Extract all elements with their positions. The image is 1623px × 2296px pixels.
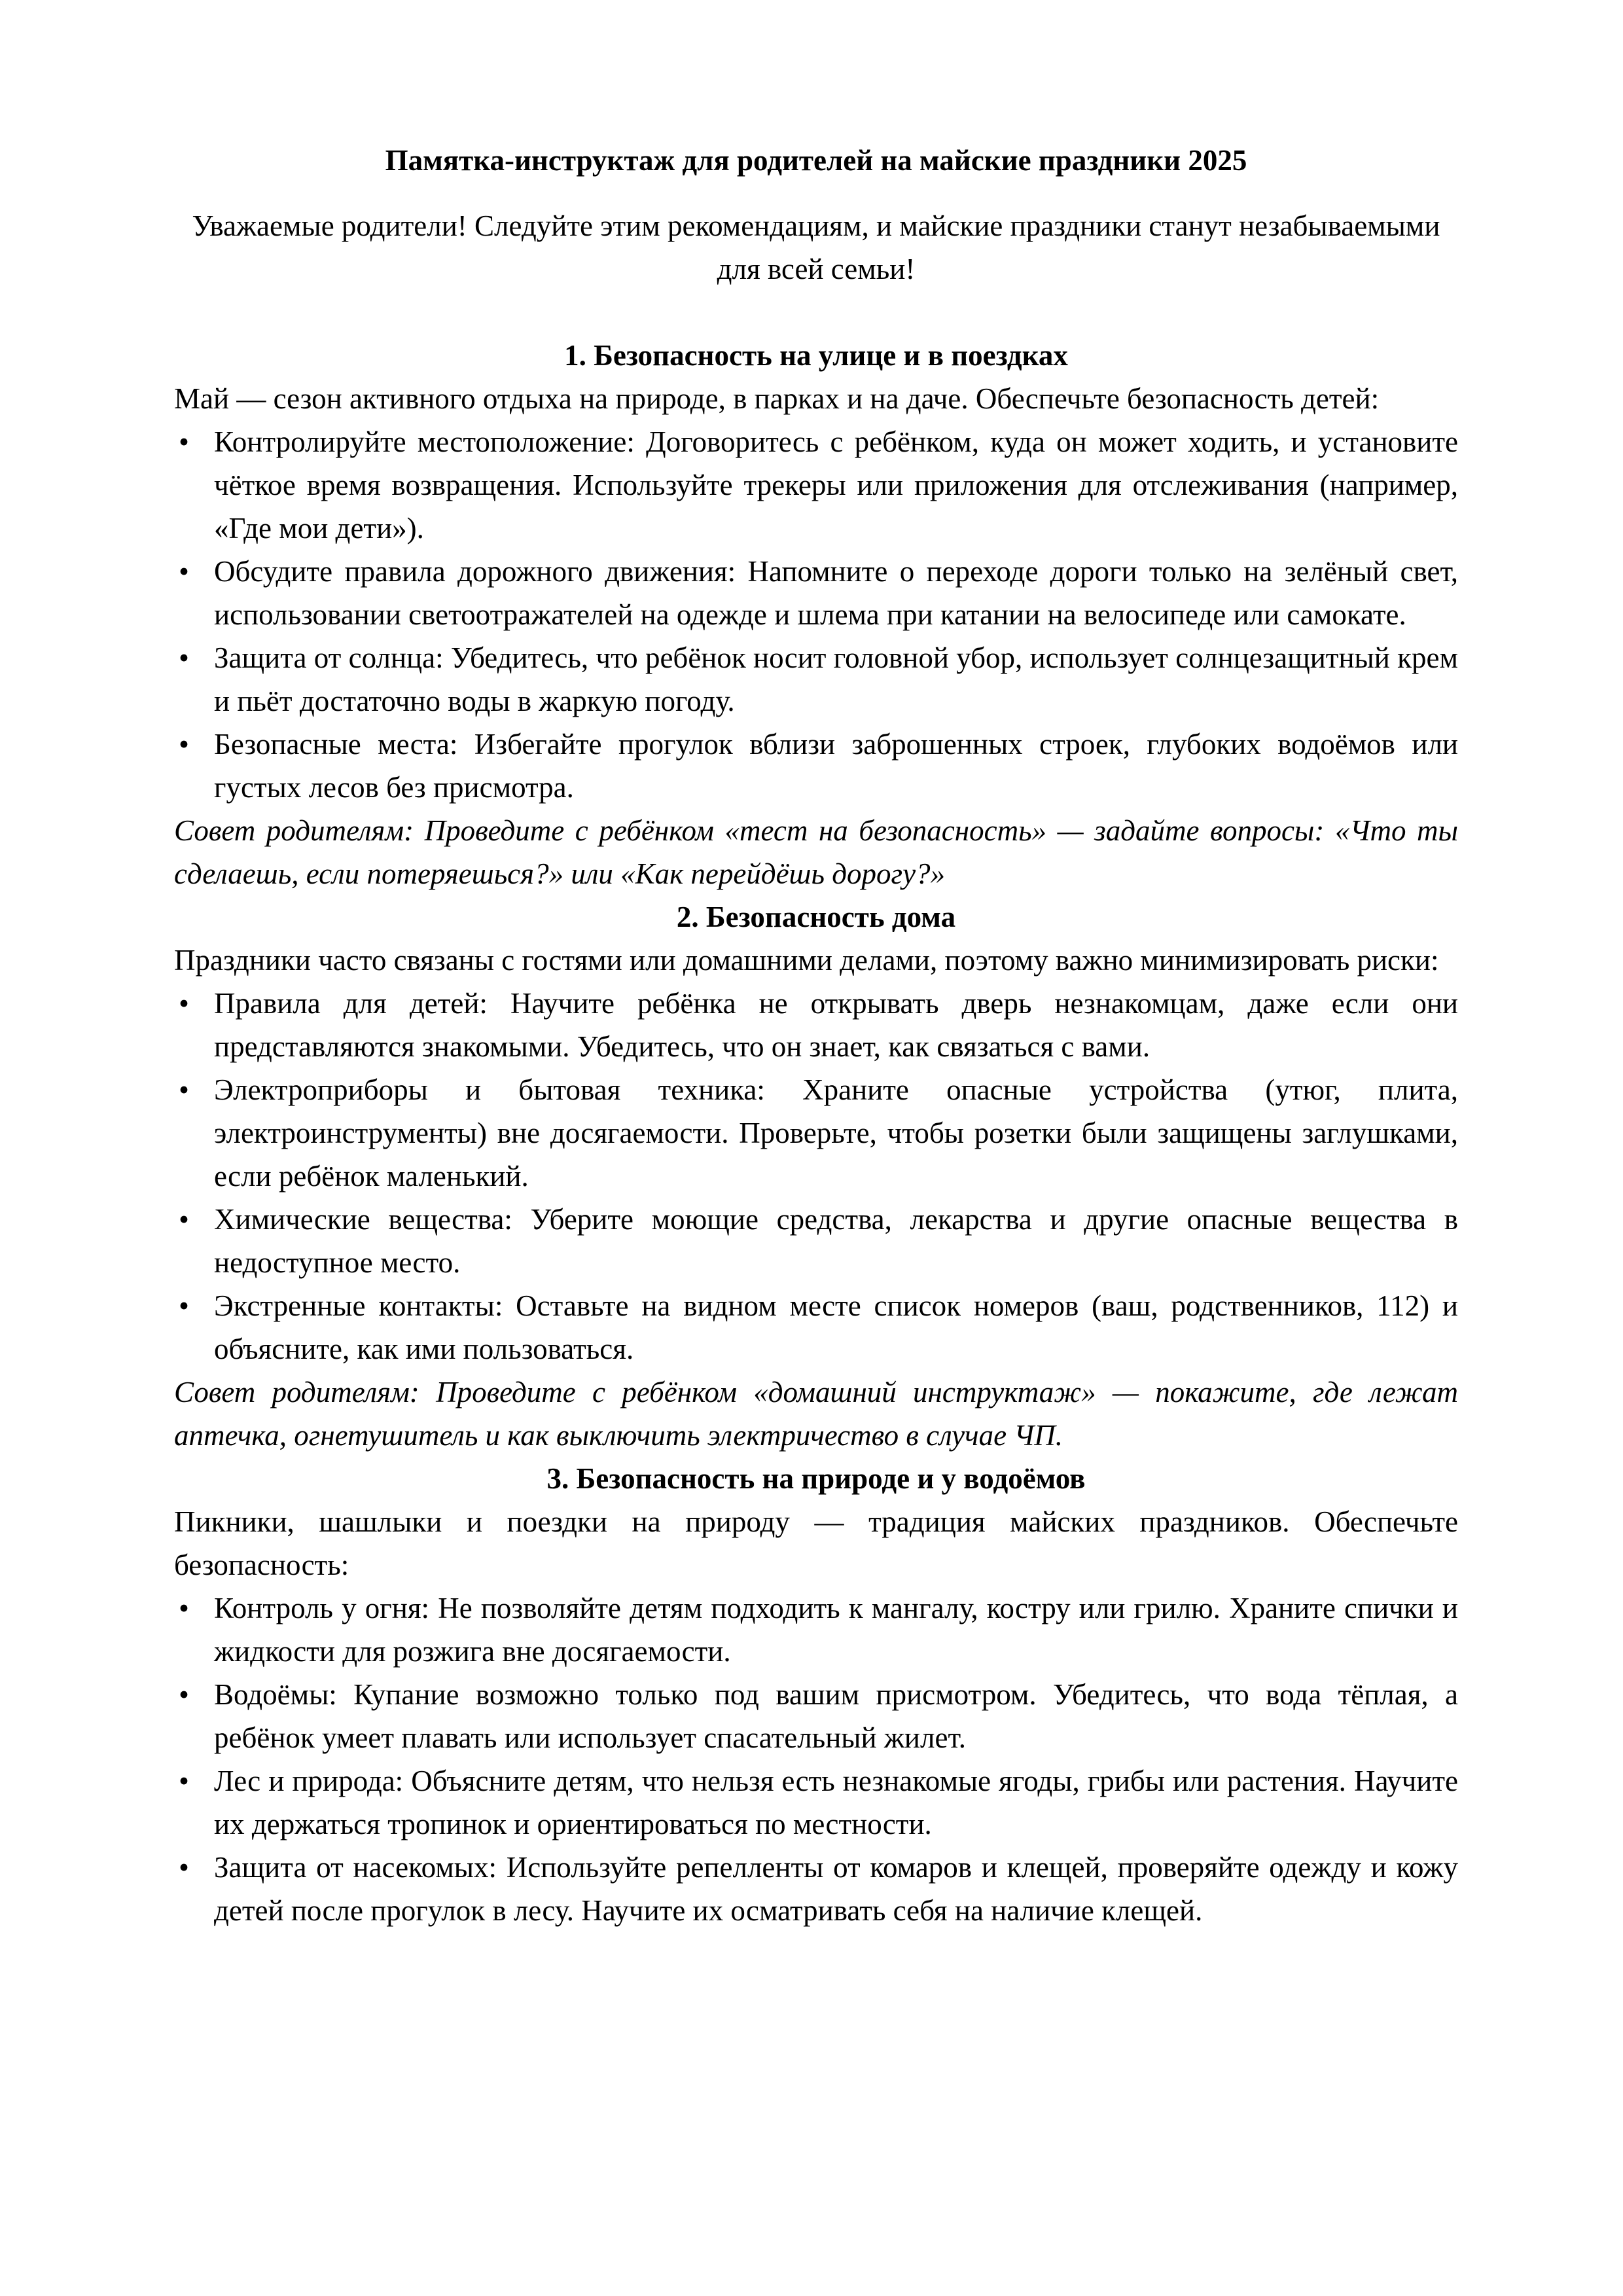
list-item <box>174 1846 1458 1932</box>
list-item-text: Лес и природа: Объясните детям, что нельзя есть незнакомые ягоды, грибы или растения. Научите их держаться тропинок и ориентироваться по местности. <box>214 1765 1458 1840</box>
intro-paragraph: Уважаемые родители! Следуйте этим рекомендациям, и майские праздники станут незабываемыми для всей семьи! <box>192 209 1440 285</box>
bullet-list <box>174 1587 1458 1932</box>
list-item <box>174 636 1458 723</box>
document-title: Памятка-инструктаж для родителей на майские праздники 2025 <box>385 144 1247 177</box>
section-lead: Пикники, шашлыки и поездки на природу — традиция майских праздников. Обеспечьте безопасность: <box>174 1505 1458 1581</box>
list-item-text: Защита от насекомых: Используйте репелленты от комаров и клещей, проверяйте одежду и кожу детей после прогулок в лесу. Научите их осматривать себя на наличие клещей. <box>214 1851 1458 1927</box>
section-heading: 1. Безопасность на улице и в поездках <box>564 339 1068 372</box>
list-item-text: Контролируйте местоположение: Договоритесь с ребёнком, куда он может ходить, и установите чёткое время возвращения. Используйте трекеры или приложения для отслеживания (например, «Где мои дети»). <box>214 425 1458 545</box>
list-item-text: Химические вещества: Уберите моющие средства, лекарства и другие опасные вещества в недоступное место. <box>214 1203 1458 1279</box>
list-item <box>174 982 1458 1068</box>
parent-tip: Совет родителям: Проведите с ребёнком «домашний инструктаж» — покажите, где лежат аптечка, огнетушитель и как выключить электричество в случае ЧП. <box>174 1376 1458 1452</box>
list-item-text: Защита от солнца: Убедитесь, что ребёнок носит головной убор, использует солнцезащитный крем и пьёт достаточно воды в жаркую погоду. <box>214 641 1458 717</box>
list-item-text: Водоёмы: Купание возможно только под вашим присмотром. Убедитесь, что вода тёплая, а ребёнок умеет плавать или использует спасательный жилет. <box>214 1678 1458 1754</box>
bullet-icon: • <box>179 641 189 674</box>
document-page <box>174 0 1458 1932</box>
list-item-text: Обсудите правила дорожного движения: Напомните о переходе дороги только на зелёный свет, использовании светоотражателей на одежде и шлема при катании на велосипеде или самокате. <box>214 555 1458 631</box>
bullet-list <box>174 420 1458 809</box>
section-heading: 3. Безопасность на природе и у водоёмов <box>546 1462 1086 1495</box>
bullet-icon: • <box>179 1851 189 1884</box>
list-item-text: Правила для детей: Научите ребёнка не открывать дверь незнакомцам, даже если они представляются знакомыми. Убедитесь, что он знает, как связаться с вами. <box>214 987 1458 1063</box>
list-item <box>174 723 1458 809</box>
bullet-icon: • <box>179 1592 189 1624</box>
list-item <box>174 1587 1458 1673</box>
bullet-icon: • <box>179 1678 189 1711</box>
section-lead: Май — сезон активного отдыха на природе, в парках и на даче. Обеспечьте безопасность детей: <box>174 382 1380 415</box>
section-nature-safety <box>174 1457 1458 1932</box>
bullet-list <box>174 982 1458 1371</box>
bullet-icon: • <box>179 728 189 761</box>
bullet-icon: • <box>179 1073 189 1106</box>
list-item <box>174 420 1458 550</box>
list-item-text: Электроприборы и бытовая техника: Храните опасные устройства (утюг, плита, электроинструменты) вне досягаемости. Проверьте, чтобы розетки были защищены заглушками, если ребёнок маленький. <box>214 1073 1458 1193</box>
bullet-icon: • <box>179 425 189 458</box>
bullet-icon: • <box>179 1203 189 1236</box>
list-item <box>174 1759 1458 1846</box>
list-item-text: Экстренные контакты: Оставьте на видном месте список номеров (ваш, родственников, 112) и объясните, как ими пользоваться. <box>214 1289 1458 1365</box>
list-item <box>174 550 1458 636</box>
section-street-safety <box>174 334 1458 895</box>
parent-tip: Совет родителям: Проведите с ребёнком «тест на безопасность» — задайте вопросы: «Что ты сделаешь, если потеряешься?» или «Как перейдёшь дорогу?» <box>174 814 1458 890</box>
list-item <box>174 1284 1458 1371</box>
bullet-icon: • <box>179 555 189 588</box>
bullet-icon: • <box>179 1765 189 1797</box>
bullet-icon: • <box>179 1289 189 1322</box>
list-item <box>174 1198 1458 1284</box>
section-lead: Праздники часто связаны с гостями или домашними делами, поэтому важно минимизировать риски: <box>174 944 1439 977</box>
list-item <box>174 1673 1458 1759</box>
bullet-icon: • <box>179 987 189 1020</box>
section-heading: 2. Безопасность дома <box>676 901 956 933</box>
list-item-text: Контроль у огня: Не позволяйте детям подходить к мангалу, костру или грилю. Храните спички и жидкости для розжига вне досягаемости. <box>214 1592 1458 1668</box>
list-item <box>174 1068 1458 1198</box>
list-item-text: Безопасные места: Избегайте прогулок вблизи заброшенных строек, глубоких водоёмов или густых лесов без присмотра. <box>214 728 1458 804</box>
section-home-safety <box>174 895 1458 1457</box>
